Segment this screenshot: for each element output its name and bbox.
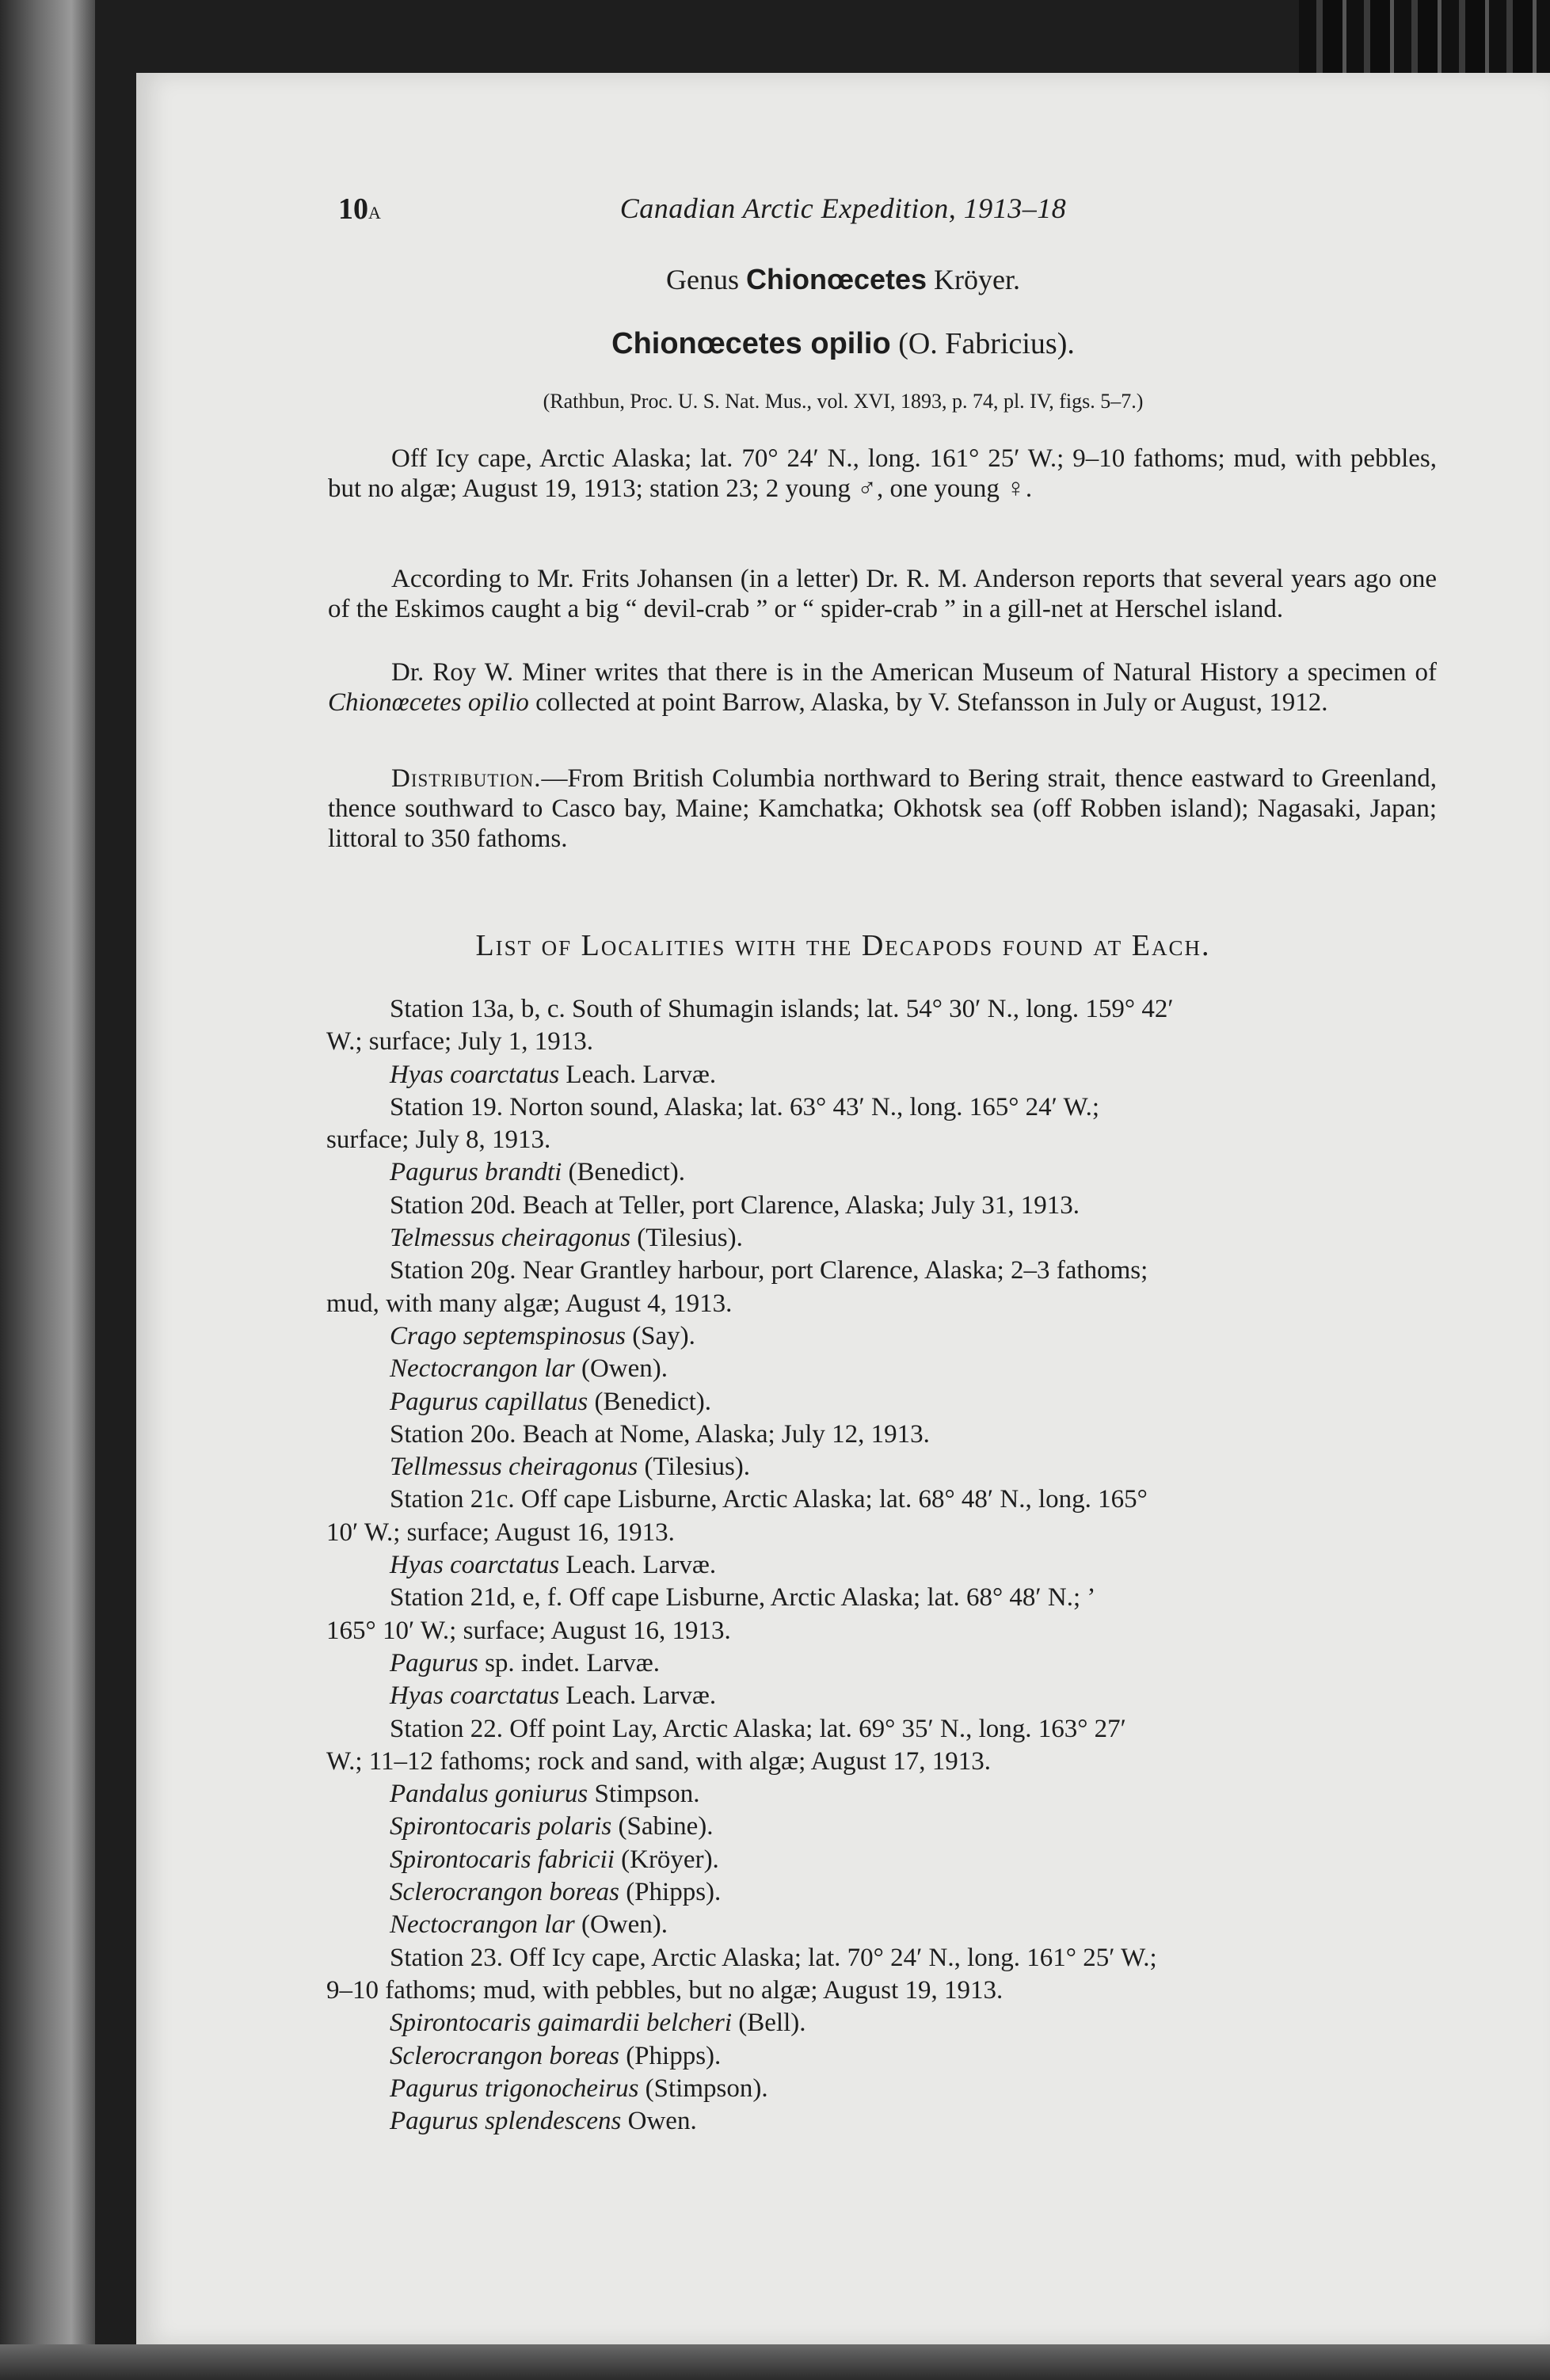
species-entry-author: (Say). bbox=[625, 1321, 695, 1350]
species-entry-author: sp. indet. Larvæ. bbox=[478, 1648, 660, 1677]
species-name: Chionœcetes opilio bbox=[611, 327, 891, 360]
species-entry-name: Pagurus trigonocheirus bbox=[390, 2073, 639, 2103]
species-entry bbox=[326, 2007, 1451, 2039]
species-entry-author: (Owen). bbox=[574, 1354, 668, 1384]
species-author: (O. Fabricius). bbox=[898, 327, 1075, 360]
species-entry-name: Spirontocaris fabricii bbox=[390, 1845, 615, 1874]
paragraph-johansen: According to Mr. Frits Johansen (in a letter) Dr. R. M. Anderson reports that several years ago one of the Eskimos caught a big “ devil-crab ” or “ spider-crab ” in a gill-net at Herschel island. bbox=[328, 565, 1437, 623]
journal-title: Canadian Arctic Expedition, 1913–18 bbox=[619, 192, 1067, 224]
species-entry bbox=[326, 1156, 1451, 1189]
paragraph-miner bbox=[328, 657, 1437, 718]
scan-bottom-edge bbox=[0, 2344, 1550, 2380]
species-entry bbox=[326, 1386, 1451, 1418]
genus-prefix: Genus bbox=[666, 264, 739, 295]
species-entry-name: Nectocrangon lar bbox=[390, 1354, 575, 1384]
distribution-text: —From British Columbia northward to Bering strait, thence eastward to Greenland, thence southward to Casco bay, Maine; Kamchatka; Okhotsk sea (off Robben island); Nagasaki, Japan; littoral to 350 fathoms. bbox=[328, 764, 1437, 853]
scan-left-edge bbox=[0, 0, 95, 2380]
station-line: Station 13a, b, c. South of Shumagin islands; lat. 54° 30′ N., long. 159° 42′ bbox=[390, 995, 1174, 1023]
station-continuation-line: 10′ W.; surface; August 16, 1913. bbox=[326, 1517, 675, 1547]
species-entry bbox=[326, 1811, 1451, 1843]
page-number: 10A bbox=[338, 192, 381, 226]
species-entry-name: Nectocrangon lar bbox=[390, 1910, 575, 1940]
species-entry bbox=[326, 1059, 1451, 1091]
species-entry bbox=[326, 2040, 1451, 2073]
station-continuation-line: surface; July 8, 1913. bbox=[326, 1125, 551, 1155]
scan-top-edge bbox=[1299, 0, 1550, 79]
running-header bbox=[136, 192, 1550, 239]
species-entry bbox=[326, 2105, 1451, 2138]
station-line: Station 21c. Off cape Lisburne, Arctic Alaska; lat. 68° 48′ N., long. 165° bbox=[390, 1485, 1148, 1514]
species-entry-name: Pagurus bbox=[390, 1648, 478, 1677]
species-entry-author: (Tilesius). bbox=[630, 1224, 743, 1253]
paragraph-distribution bbox=[328, 764, 1437, 854]
species-entry bbox=[326, 1844, 1451, 1876]
species-entry-author: (Sabine). bbox=[611, 1812, 714, 1841]
page-number-suffix: A bbox=[368, 203, 381, 223]
species-entry-author: (Kröyer). bbox=[614, 1845, 719, 1874]
paragraph-specimen: Off Icy cape, Arctic Alaska; lat. 70° 24′ N., long. 161° 25′ W.; 9–10 fathoms; mud, with pebbles, but no algæ; August 19, 1913; station 23; 2 young ♂, one young ♀. bbox=[328, 444, 1437, 503]
genus-author: Kröyer. bbox=[934, 264, 1020, 295]
species-entry-author: Leach. Larvæ. bbox=[559, 1681, 717, 1711]
species-entry bbox=[326, 2073, 1451, 2105]
species-entry-name: Telmessus cheiragonus bbox=[390, 1224, 631, 1253]
station-line: Station 19. Norton sound, Alaska; lat. 63° 43′ N., long. 165° 24′ W.; bbox=[390, 1092, 1100, 1121]
species-entry-author: (Bell). bbox=[732, 2009, 806, 2038]
list-heading: List of Localities with the Decapods found at Each. bbox=[475, 929, 1211, 962]
species-entry-author: (Stimpson). bbox=[638, 2073, 768, 2103]
species-entry-author: (Benedict). bbox=[588, 1387, 712, 1416]
species-entry-name: Hyas coarctatus bbox=[390, 1060, 560, 1089]
p3-text-a: Dr. Roy W. Miner writes that there is in the American Museum of Natural History a specimen of bbox=[391, 658, 1437, 687]
species-entry-name: Pagurus splendescens bbox=[390, 2107, 622, 2136]
species-entry-author: Leach. Larvæ. bbox=[559, 1060, 717, 1089]
species-entry-name: Spirontocaris polaris bbox=[390, 1812, 612, 1841]
species-entry-name: Pagurus capillatus bbox=[390, 1387, 588, 1416]
species-entry bbox=[326, 1353, 1451, 1385]
species-entry bbox=[326, 1647, 1451, 1680]
station-line: Station 20d. Beach at Teller, port Clarence, Alaska; July 31, 1913. bbox=[390, 1190, 1080, 1220]
species-entry-author: (Phipps). bbox=[619, 1878, 722, 1907]
station-continuation-line: W.; 11–12 fathoms; rock and sand, with algæ; August 17, 1913. bbox=[326, 1746, 992, 1776]
species-entry-name: Hyas coarctatus bbox=[390, 1551, 560, 1580]
genus-heading bbox=[136, 263, 1550, 296]
species-entry-name: Pagurus brandti bbox=[390, 1158, 562, 1187]
p3-text-b: collected at point Barrow, Alaska, by V. Stefansson in July or August, 1912. bbox=[528, 688, 1328, 717]
species-entry-author: (Benedict). bbox=[562, 1158, 686, 1187]
species-entry-name: Sclerocrangon boreas bbox=[390, 2041, 619, 2070]
species-entry bbox=[326, 1549, 1451, 1582]
species-entry-author: Stimpson. bbox=[588, 1780, 700, 1809]
species-entry-author: Owen. bbox=[621, 2107, 697, 2136]
species-entry-author: (Phipps). bbox=[619, 2041, 722, 2070]
distribution-label: Distribution. bbox=[391, 764, 542, 793]
species-entry-name: Sclerocrangon boreas bbox=[390, 1878, 619, 1907]
species-entry-name: Pandalus goniurus bbox=[390, 1780, 588, 1809]
genus-name: Chionœcetes bbox=[746, 263, 927, 295]
page-sheet bbox=[136, 73, 1550, 2346]
station-continuation-line: 165° 10′ W.; surface; August 16, 1913. bbox=[326, 1616, 731, 1645]
species-reference: (Rathbun, Proc. U. S. Nat. Mus., vol. XVI, 1893, p. 74, pl. IV, figs. 5–7.) bbox=[543, 390, 1144, 413]
species-entry bbox=[326, 1320, 1451, 1353]
species-entry bbox=[326, 1876, 1451, 1909]
station-line: Station 22. Off point Lay, Arctic Alaska; lat. 69° 35′ N., long. 163° 27′ bbox=[390, 1714, 1126, 1743]
station-continuation-line: mud, with many algæ; August 4, 1913. bbox=[326, 1289, 733, 1318]
species-entry-author: (Owen). bbox=[574, 1910, 668, 1940]
station-continuation-line: W.; surface; July 1, 1913. bbox=[326, 1027, 593, 1057]
species-entry bbox=[326, 1778, 1451, 1811]
species-heading bbox=[136, 326, 1550, 361]
species-entry-author: Leach. Larvæ. bbox=[559, 1551, 717, 1580]
station-line: Station 20g. Near Grantley harbour, port Clarence, Alaska; 2–3 fathoms; bbox=[390, 1256, 1148, 1285]
station-line: Station 23. Off Icy cape, Arctic Alaska; lat. 70° 24′ N., long. 161° 25′ W.; bbox=[390, 1943, 1157, 1972]
species-entry-name: Crago septemspinosus bbox=[390, 1321, 626, 1350]
species-entry-name: Tellmessus cheiragonus bbox=[390, 1453, 638, 1482]
species-entry bbox=[326, 1451, 1451, 1483]
species-entry-name: Spirontocaris gaimardii belcheri bbox=[390, 2009, 733, 2038]
species-entry-name: Hyas coarctatus bbox=[390, 1681, 560, 1711]
species-entry bbox=[326, 1222, 1451, 1255]
species-entry bbox=[326, 1909, 1451, 1941]
species-entry bbox=[326, 1680, 1451, 1712]
station-line: Station 20o. Beach at Nome, Alaska; July 12, 1913. bbox=[390, 1419, 930, 1449]
stations-list bbox=[326, 993, 1451, 2138]
species-entry-author: (Tilesius). bbox=[638, 1453, 751, 1482]
p3-species-italic: Chionœcetes opilio bbox=[328, 688, 529, 717]
station-continuation-line: 9–10 fathoms; mud, with pebbles, but no algæ; August 19, 1913. bbox=[326, 1975, 1004, 2005]
station-line: Station 21d, e, f. Off cape Lisburne, Arctic Alaska; lat. 68° 48′ N.; ’ bbox=[390, 1583, 1096, 1613]
